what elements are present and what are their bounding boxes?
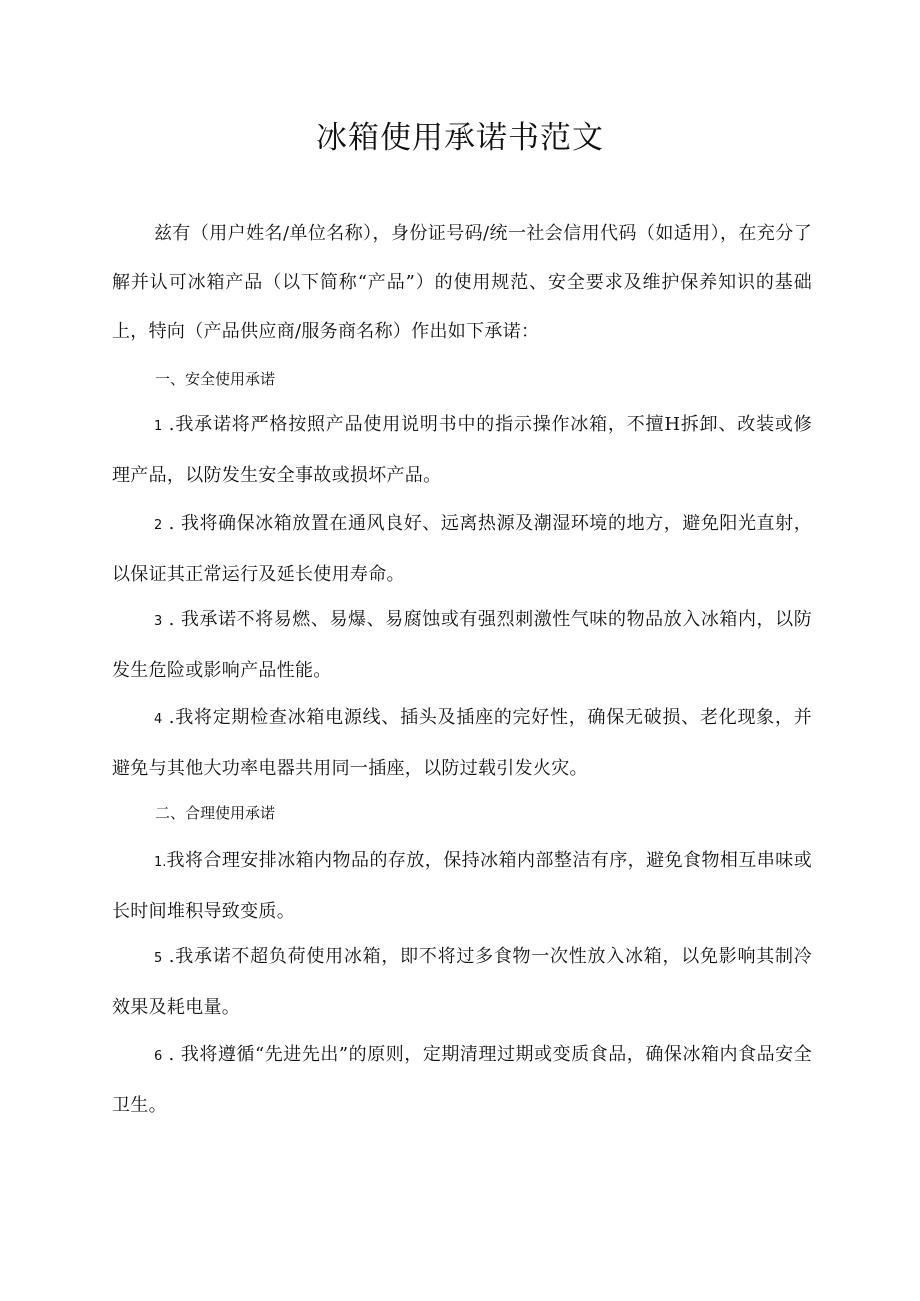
item-text: .我承诺不超负荷使用冰箱，即不将过多食物一次性放入冰箱，以免影响其制冷效果及耗电量。 bbox=[112, 946, 812, 1018]
list-item bbox=[112, 595, 812, 695]
list-item bbox=[112, 400, 812, 500]
item-text: . 我将遵循“先进先出”的原则，定期清理过期或变质食品，确保冰箱内食品安全卫生。 bbox=[112, 1044, 812, 1116]
item-text: . 我将确保冰箱放置在通风良好、远离热源及潮湿环境的地方，避免阳光直射，以保证其正常运行及延长使用寿命。 bbox=[112, 513, 812, 585]
section-heading-safety: 一、安全使用承诺 bbox=[155, 370, 276, 388]
item-number: 1 bbox=[154, 419, 163, 434]
list-item bbox=[112, 499, 812, 599]
list-item bbox=[112, 693, 812, 793]
list-item bbox=[112, 1030, 812, 1130]
item-text: .我将定期检查冰箱电源线、插头及插座的完好性，确保无破损、老化现象，并避免与其他大功率电器共用同一插座，以防过载引发火灾。 bbox=[112, 707, 812, 779]
list-item bbox=[112, 932, 812, 1032]
item-number: 3 bbox=[154, 614, 163, 629]
item-number: 1. bbox=[154, 855, 167, 870]
item-number: 4 bbox=[154, 712, 163, 727]
item-number: 5 bbox=[154, 951, 163, 966]
intro-paragraph: 兹有（用户姓名/单位名称），身份证号码/统一社会信用代码（如适用），在充分了解并认可冰箱产品（以下简称“产品”）的使用规范、安全要求及维护保养知识的基础上，特向（产品供应商/服务商名称）作出如下承诺： bbox=[112, 223, 812, 342]
item-number: 2 bbox=[154, 518, 163, 533]
item-text: .我承诺将严格按照产品使用说明书中的指示操作冰箱，不擅H拆卸、改装或修理产品，以防发生安全事故或损坏产品。 bbox=[112, 414, 812, 486]
list-item bbox=[112, 836, 812, 936]
item-text: . 我承诺不将易燃、易爆、易腐蚀或有强烈刺激性气味的物品放入冰箱内，以防发生危险或影响产品性能。 bbox=[112, 609, 812, 681]
document-title: 冰箱使用承诺书范文 bbox=[316, 120, 604, 156]
item-number: 6 bbox=[154, 1049, 163, 1064]
item-text: 我将合理安排冰箱内物品的存放，保持冰箱内部整洁有序，避免食物相互串味或长时间堆积导致变质。 bbox=[112, 850, 812, 922]
section-heading-usage: 二、合理使用承诺 bbox=[155, 804, 276, 822]
